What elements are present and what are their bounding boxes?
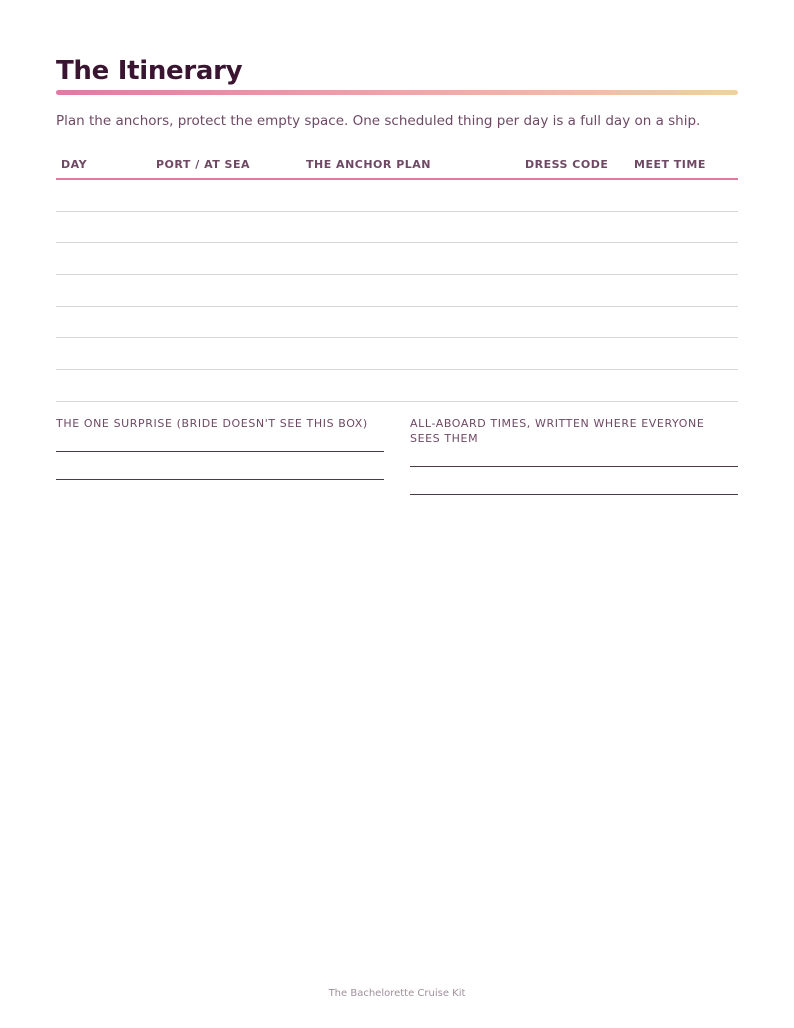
table-row[interactable] <box>56 180 738 212</box>
surprise-write-line[interactable] <box>56 451 384 452</box>
footer-text: The Bachelorette Cruise Kit <box>328 988 466 999</box>
surprise-box <box>56 416 384 480</box>
title-gradient-bar <box>56 90 738 95</box>
column-header-dress-code: DRESS CODE <box>525 158 609 171</box>
page-title: The Itinerary <box>56 56 243 86</box>
intro-text: Plan the anchors, protect the empty space. One scheduled thing per day is a full day on a ship. <box>56 113 701 129</box>
all-aboard-write-line[interactable] <box>410 466 738 467</box>
table-row[interactable] <box>56 275 738 307</box>
table-row[interactable] <box>56 212 738 244</box>
all-aboard-label: ALL-ABOARD TIMES, WRITTEN WHERE EVERYONE SEES THEM <box>410 417 705 445</box>
column-header-anchor-plan: THE ANCHOR PLAN <box>306 158 431 171</box>
column-header-port: PORT / AT SEA <box>156 158 251 171</box>
all-aboard-box <box>410 416 738 495</box>
column-header-day: DAY <box>61 158 88 171</box>
table-row[interactable] <box>56 338 738 370</box>
itinerary-table <box>56 156 738 402</box>
table-header <box>56 156 738 180</box>
table-row[interactable] <box>56 307 738 339</box>
table-row[interactable] <box>56 243 738 275</box>
column-header-meet-time: MEET TIME <box>634 158 706 171</box>
table-row[interactable] <box>56 370 738 402</box>
all-aboard-write-line[interactable] <box>410 494 738 495</box>
surprise-label: THE ONE SURPRISE (BRIDE DOESN'T SEE THIS BOX) <box>56 417 368 430</box>
surprise-write-line[interactable] <box>56 479 384 480</box>
